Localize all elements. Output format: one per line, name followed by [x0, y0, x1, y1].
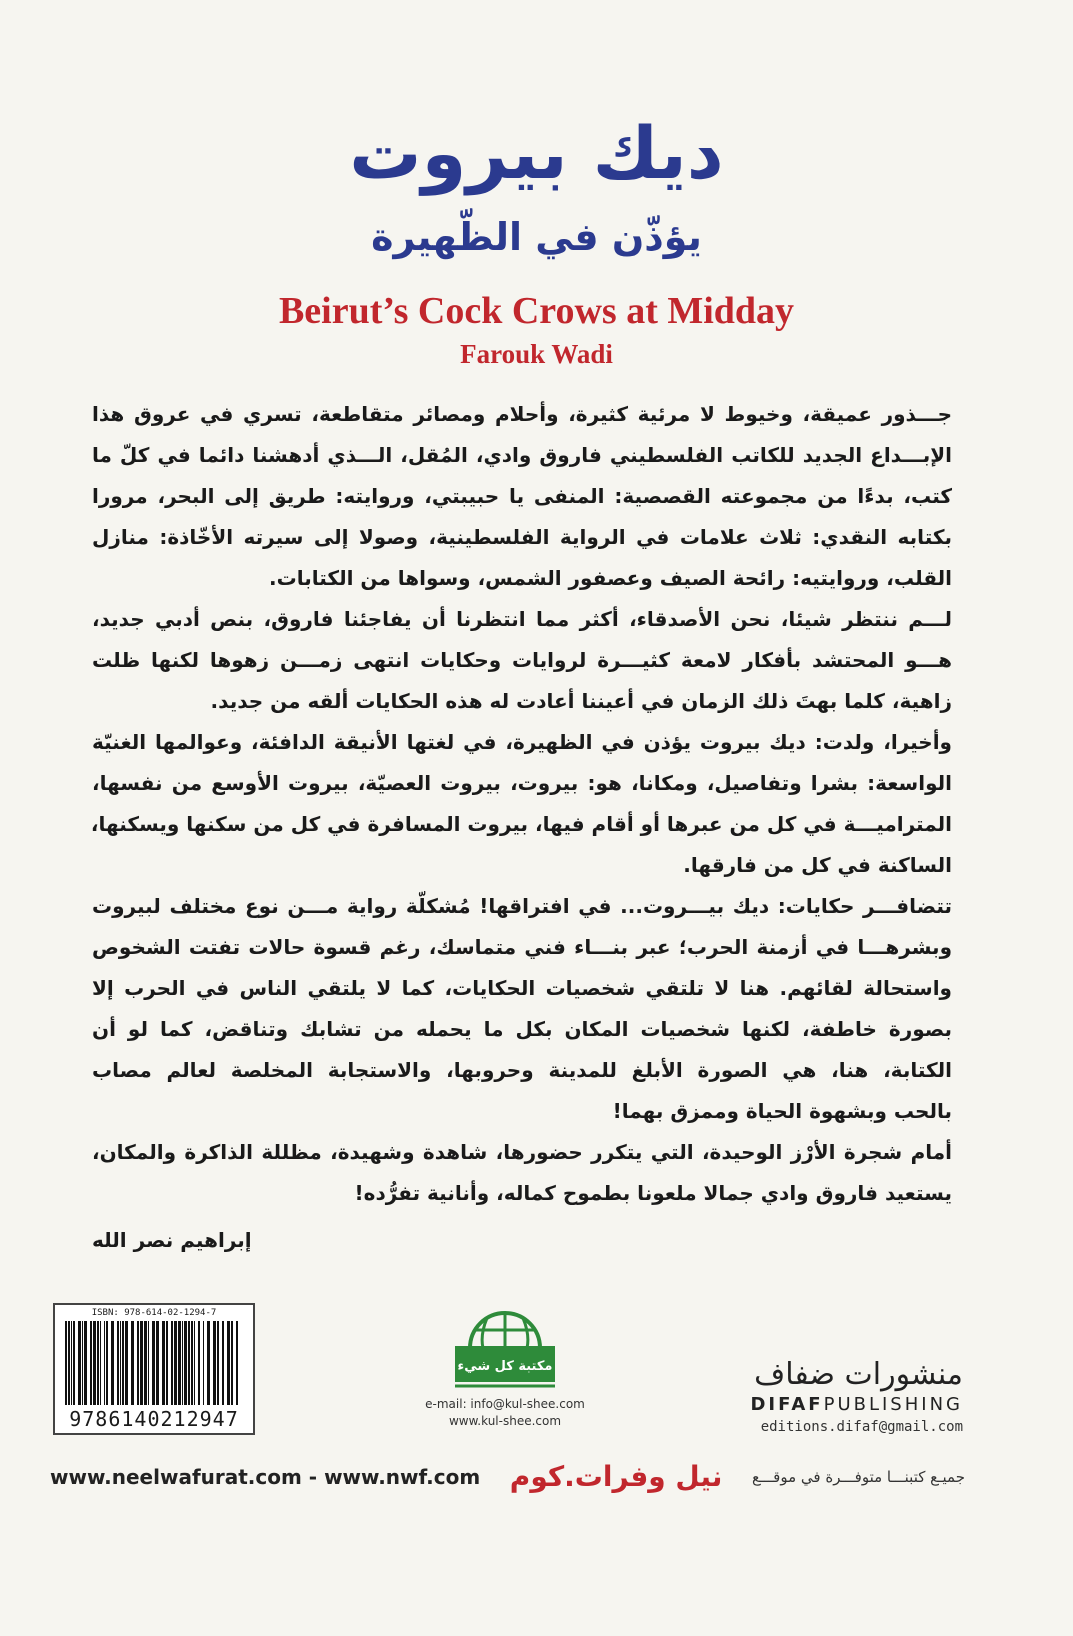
text-line: بصورة خاطفة، لكنها شخصيات المكان بكل ما يحمله من تشابك وتناقض، كما لو أن — [92, 1017, 952, 1041]
globe-book-logo-icon — [445, 1310, 565, 1392]
barcode-bar — [222, 1321, 224, 1405]
barcode-bar — [71, 1321, 72, 1405]
text-line: هـــو المحتشد بأفكار لامعة كثيـــرة لروايات وحكايات انتهى زمـــن زهوها لكنها ظلت — [92, 648, 952, 672]
arabic-subtitle: يؤذّن في الظّهيرة — [371, 215, 702, 259]
barcode-bar — [68, 1321, 70, 1405]
barcode-bar — [97, 1321, 99, 1405]
barcode-bar — [100, 1321, 101, 1405]
publisher-name-ar: منشورات ضفاف — [754, 1357, 963, 1392]
text-line: الكتابة، هنا، هي الصورة الأبلغ للمدينة وحروبها، والاستجابة المخلصة لعالم مصاب — [92, 1058, 952, 1082]
barcode-bar — [73, 1321, 75, 1405]
barcode-bar — [82, 1321, 83, 1405]
barcode-bar — [203, 1321, 204, 1405]
barcode-bar — [236, 1321, 238, 1405]
distributor-email: e-mail: info@kul-shee.com — [425, 1397, 585, 1411]
signature: إبراهيم نصر الله — [92, 1228, 252, 1252]
barcode-bar — [144, 1321, 147, 1405]
barcode-bar — [148, 1321, 149, 1405]
footer — [50, 1460, 965, 1493]
barcode-bar — [213, 1321, 216, 1405]
barcode-bar — [131, 1321, 134, 1405]
distributor-logo-text: مكتبة كل شيء — [457, 1359, 553, 1374]
text-line: الساكنة في كل من فارقها. — [683, 853, 952, 877]
arabic-title: ديك بيروت — [349, 111, 724, 195]
barcode-bar — [217, 1321, 219, 1405]
text-line: وبشرهـــا في أزمنة الحرب؛ عبر بنـــاء فني متماسك، رغم قسوة حالات تفتت الشخوص — [92, 935, 952, 959]
barcode-bar — [120, 1321, 121, 1405]
paragraph — [92, 599, 952, 722]
text-line: أمام شجرة الأرْز الوحيدة، التي يتكرر حضورها، شاهدة وشهيدة، مظللة الذاكرة والمكان، — [92, 1140, 952, 1164]
barcode-bar — [117, 1321, 119, 1405]
text-line: بكتابه النقدي: ثلاث علامات في الرواية الفلسطينية، وصولا إلى سيرته الأخّاذة: منازل — [92, 525, 952, 549]
publisher-name-light: PUBLISHING — [823, 1394, 963, 1415]
availability-text: جميـع كتبنـــا متوفـــرة في موقـــع — [752, 1467, 965, 1486]
barcode-bar — [198, 1321, 200, 1405]
text-line: جـــذور عميقة، وخيوط لا مرئية كثيرة، وأحلام ومصائر متقاطعة، تسري في عروق هذا — [92, 402, 952, 426]
distributor-website: www.kul-shee.com — [448, 1414, 562, 1428]
paragraph — [92, 1132, 952, 1214]
barcode-bar — [174, 1321, 177, 1405]
barcode-bar — [104, 1321, 105, 1405]
barcode-bar — [184, 1321, 187, 1405]
barcode-bar — [178, 1321, 181, 1405]
publisher-block — [728, 1357, 963, 1437]
text-line: لـــم ننتظر شيئا، نحن الأصدقاء، أكثر مما انتظرنا أن يفاجئنا فاروق، بنص أدبي جديد، — [92, 607, 952, 631]
barcode-bar — [84, 1321, 87, 1405]
barcode-bar — [207, 1321, 210, 1405]
text-line: يستعيد فاروق وادي جمالا ملعونا بطموح كماله، وأنانية تفرُّده! — [354, 1181, 952, 1205]
barcode-bar — [182, 1321, 183, 1405]
text-line: تتضافـــر حكايات: ديك بيـــروت... في افتراقها! مُشكلّة رواية مـــن نوع مختلف لبيروت — [92, 894, 952, 918]
barcode-bar — [227, 1321, 230, 1405]
barcode-number: 9786140212947 — [55, 1407, 253, 1431]
text-line: المتراميـــة في كل من عبرها أو أقام فيها، بيروت المسافرة في كل من سكنها ويسكنها، — [90, 812, 952, 836]
text-line: واستحالة لقائهم. هنا لا تلتقي شخصيات الحكايات، كما لا يلتقي الناس في الحرب إلا — [92, 976, 952, 1000]
barcode-bar — [156, 1321, 159, 1405]
isbn-label: ISBN: 978-614-02-1294-7 — [91, 1308, 217, 1318]
publisher-name-bold: DIFAF — [750, 1394, 824, 1415]
footer-urls: www.neelwafurat.com - www.nwf.com — [50, 1464, 481, 1489]
text-line: بالحب وبشهوة الحياة وممزق بهما! — [612, 1099, 952, 1123]
blurb-text — [92, 394, 952, 1214]
barcode-bar — [152, 1321, 155, 1405]
distributor-block — [425, 1310, 585, 1430]
nwf-logo: نيل وفرات.كوم — [509, 1460, 723, 1493]
text-line: زاهية، كلما بهتَ ذلك الزمان في أعيننا أعادت له هذه الحكايات ألقه من جديد. — [210, 689, 952, 713]
barcode-bar — [106, 1321, 108, 1405]
barcode-bar — [137, 1321, 139, 1405]
paragraph — [92, 722, 952, 886]
barcode-bar — [166, 1321, 168, 1405]
text-line: الإبـــداع الجديد للكاتب الفلسطيني فاروق وادي، المُقل، الـــذي أدهشنا دائما في كلّ ما — [92, 443, 952, 467]
publisher-email: editions.difaf@gmail.com — [760, 1419, 963, 1435]
barcode-bar — [162, 1321, 165, 1405]
barcode-bar — [122, 1321, 124, 1405]
barcode-bar — [125, 1321, 128, 1405]
barcode-bar — [191, 1321, 193, 1405]
barcode-bar — [78, 1321, 81, 1405]
barcode-bar — [171, 1321, 173, 1405]
text-line: وأخيرا، ولدت: ديك بيروت يؤذن في الظهيرة، في لغتها الأنيقة الدافئة، وعوالمها الغنيّة — [92, 730, 952, 754]
barcode-bar — [93, 1321, 96, 1405]
barcode-bar — [231, 1321, 233, 1405]
barcode-bar — [111, 1321, 114, 1405]
english-author: Farouk Wadi — [460, 339, 613, 369]
barcode-bar — [65, 1321, 67, 1405]
barcode-bar — [194, 1321, 195, 1405]
paragraph — [92, 394, 952, 599]
text-line: القلب، وروايتيه: رائحة الصيف وعصفور الشمس، وسواها من الكتابات. — [269, 566, 952, 590]
barcode-bars — [65, 1321, 243, 1405]
paragraph — [92, 886, 952, 1132]
barcode-bar — [90, 1321, 92, 1405]
text-line: الواسعة: بشرا وتفاصيل، ومكانا، هو: بيروت، بيروت العصيّة، بيروت الأوسع من نفسها، — [92, 771, 952, 795]
english-title: Beirut’s Cock Crows at Midday — [278, 290, 795, 332]
barcode-bar — [188, 1321, 190, 1405]
text-line: كتب، بدءًا من مجموعته القصصية: المنفى يا حبيبتي، وروايته: طريق إلى البحر، مرورا — [92, 484, 952, 508]
barcode — [53, 1303, 255, 1435]
barcode-bar — [140, 1321, 143, 1405]
